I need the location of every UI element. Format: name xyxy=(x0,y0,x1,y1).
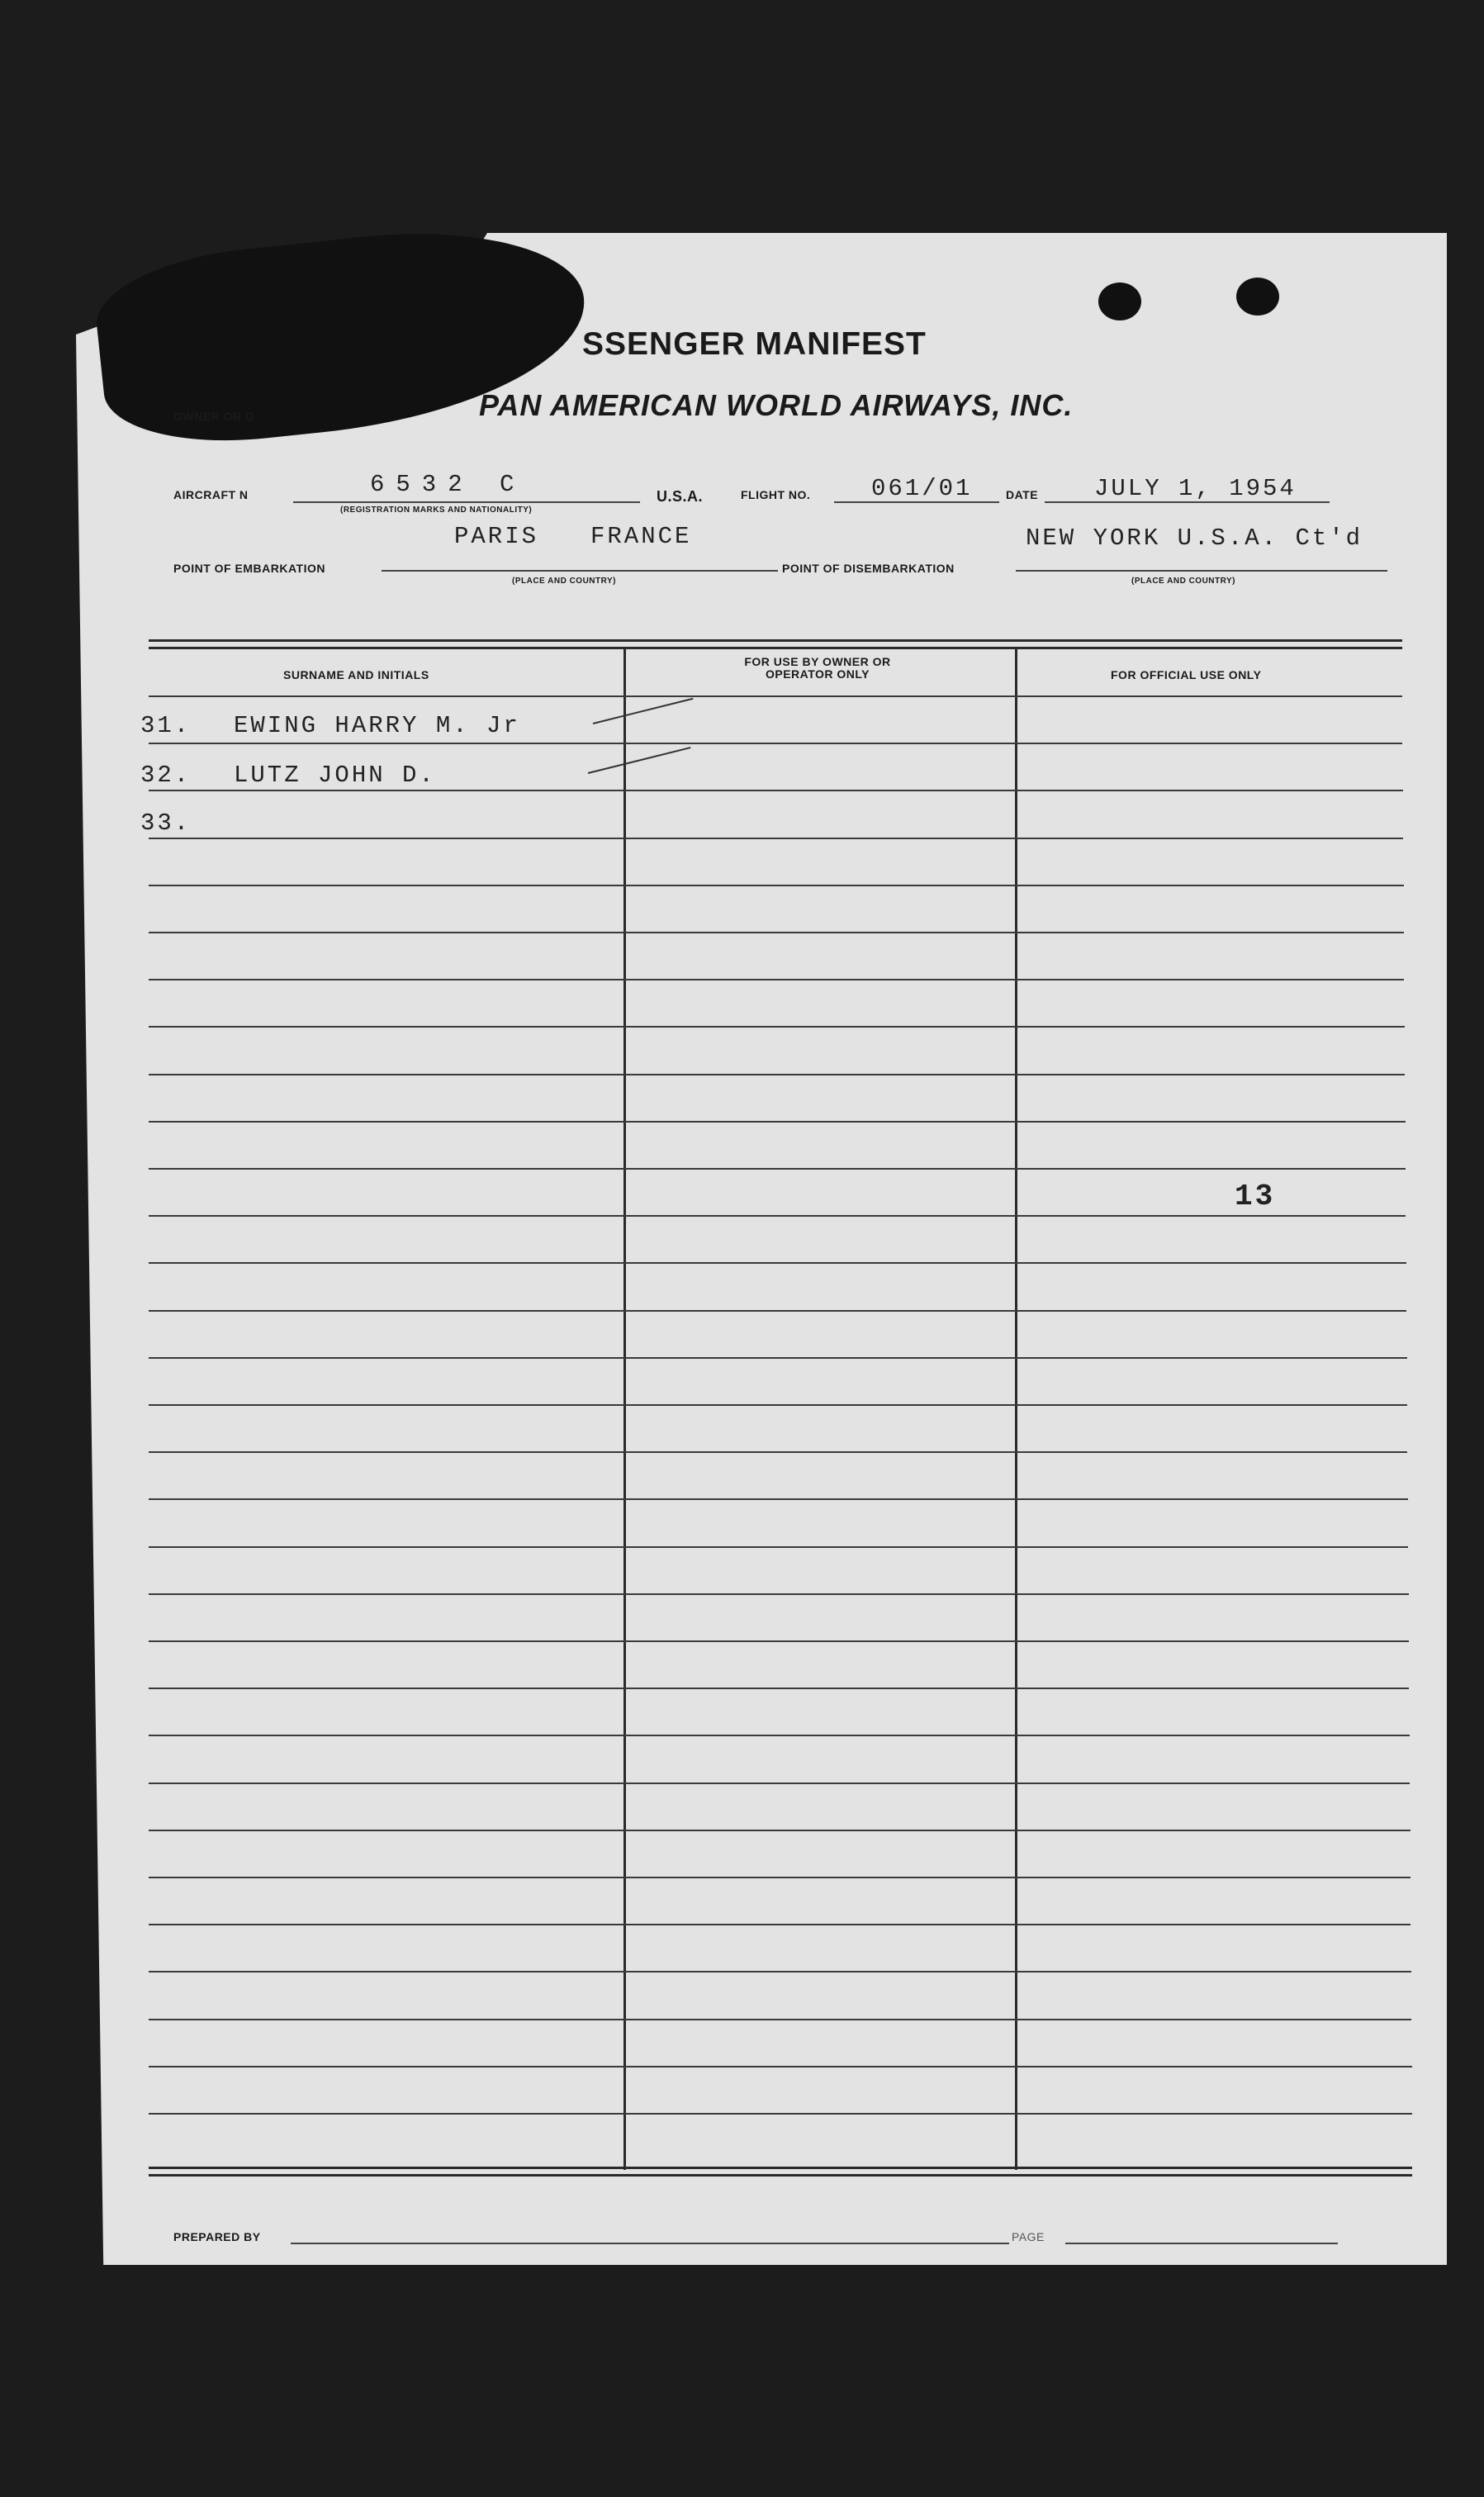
embarkation-city: PARIS xyxy=(454,523,539,550)
ruled-line xyxy=(149,1168,1406,1170)
ruled-line xyxy=(149,1735,1410,1736)
manifest-title: SSENGER MANIFEST xyxy=(582,326,927,362)
aircraft-value: 6532 C xyxy=(370,471,526,498)
registration-caption: (REGISTRATION MARKS AND NATIONALITY) xyxy=(340,506,533,515)
carrier-name: PAN AMERICAN WORLD AIRWAYS, INC. xyxy=(479,388,1074,422)
embarkation-label: POINT OF EMBARKATION xyxy=(173,562,325,575)
date-value: JULY 1, 1954 xyxy=(1094,475,1297,502)
date-label: DATE xyxy=(1006,488,1039,501)
ruled-line xyxy=(149,1451,1407,1453)
punch-hole xyxy=(1098,282,1141,320)
ruled-line xyxy=(149,1783,1410,1784)
col-owner-header: FOR USE BY OWNER OR OPERATOR ONLY xyxy=(744,655,891,681)
table-top-rule xyxy=(149,639,1402,649)
ruled-line xyxy=(149,979,1404,980)
embarkation-caption: (PLACE AND COUNTRY) xyxy=(512,577,616,586)
ruled-line xyxy=(149,695,1402,697)
ruled-line xyxy=(149,790,1403,791)
disembarkation-value: NEW YORK U.S.A. Ct'd xyxy=(1026,525,1363,552)
page-label: PAGE xyxy=(1012,2230,1045,2243)
ruled-line xyxy=(149,1971,1411,1972)
disembarkation-caption: (PLACE AND COUNTRY) xyxy=(1131,577,1235,586)
disembarkation-label: POINT OF DISEMBARKATION xyxy=(782,562,955,575)
col-surname-header: SURNAME AND INITIALS xyxy=(283,668,429,681)
ruled-line xyxy=(149,1498,1408,1500)
ruled-line xyxy=(149,1877,1411,1878)
ruled-line xyxy=(149,743,1402,744)
ruled-line xyxy=(149,2113,1412,2115)
prepared-by-label: PREPARED BY xyxy=(173,2230,261,2243)
col-official-header: FOR OFFICIAL USE ONLY xyxy=(1111,668,1262,681)
punch-hole xyxy=(1236,278,1279,316)
ruled-line xyxy=(149,1688,1409,1689)
aircraft-label: AIRCRAFT N xyxy=(173,488,249,501)
ruled-line xyxy=(149,1830,1411,1831)
ruled-line xyxy=(149,1924,1411,1925)
table-bottom-rule xyxy=(149,2167,1412,2177)
passenger-name: EWING HARRY M. Jr xyxy=(234,712,520,739)
usa-label: U.S.A. xyxy=(657,488,704,505)
owner-label: OWNER OR O xyxy=(173,410,255,423)
embarkation-country: FRANCE xyxy=(590,523,692,550)
ruled-line xyxy=(149,1546,1408,1548)
ruled-line xyxy=(149,838,1403,839)
ruled-line xyxy=(149,1262,1406,1264)
passenger-number: 32. xyxy=(140,762,192,789)
ruled-line xyxy=(149,1310,1406,1312)
ruled-line xyxy=(149,885,1404,886)
ruled-line xyxy=(149,1357,1407,1359)
ruled-line xyxy=(149,2066,1412,2067)
ruled-line xyxy=(149,1121,1406,1123)
passenger-number: 33. xyxy=(140,809,192,837)
ruled-line xyxy=(149,1215,1406,1217)
ruled-line xyxy=(149,2019,1411,2020)
ruled-line xyxy=(149,1074,1405,1075)
ruled-line xyxy=(149,1640,1409,1642)
flight-no-label: FLIGHT NO. xyxy=(741,488,811,501)
passenger-name: LUTZ JOHN D. xyxy=(234,762,436,789)
ruled-line xyxy=(149,932,1404,933)
column-divider xyxy=(1015,648,1017,2170)
passenger-number: 31. xyxy=(140,712,192,739)
ruled-line xyxy=(149,1026,1405,1028)
official-number: 13 xyxy=(1235,1180,1276,1213)
flight-no-value: 061/01 xyxy=(871,475,973,502)
ruled-line xyxy=(149,1593,1409,1595)
column-divider xyxy=(623,648,626,2170)
ruled-line xyxy=(149,1404,1407,1406)
